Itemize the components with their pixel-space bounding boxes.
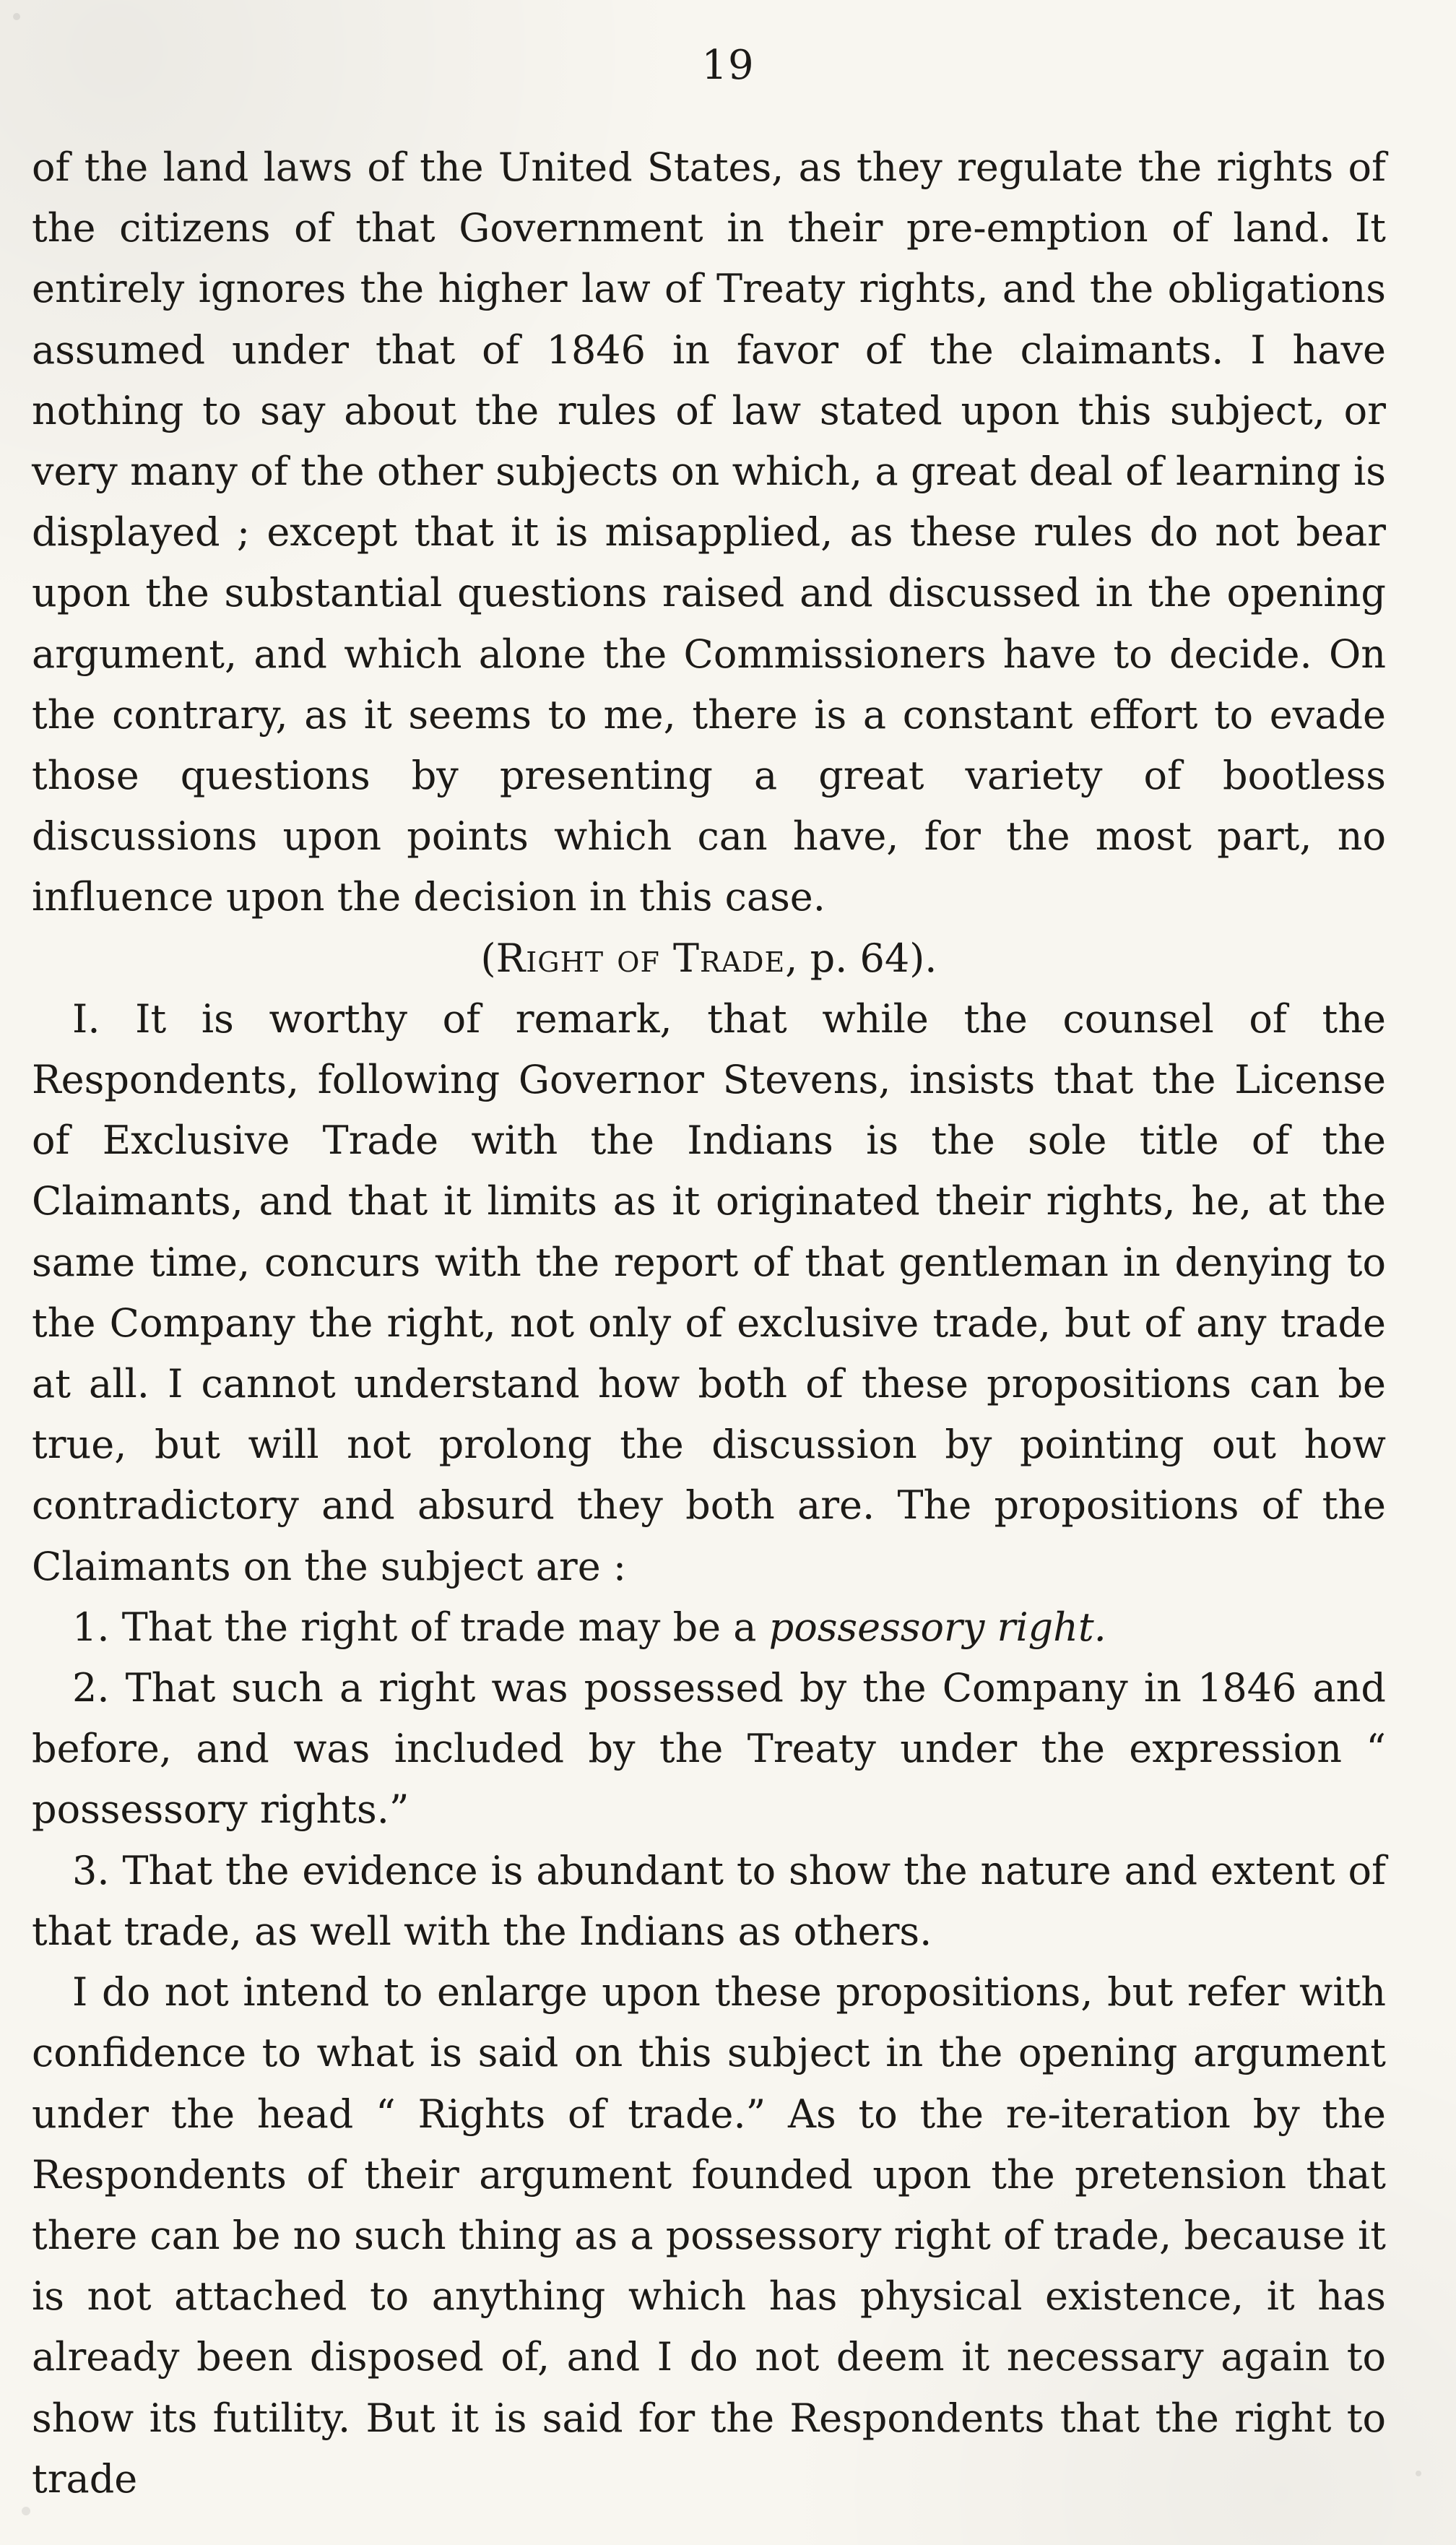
proposition-text: That the evidence is abundant to show the nature and extent of that trade, as well with the Indians as others. bbox=[32, 1847, 1386, 1954]
paper-speck bbox=[1416, 2471, 1421, 2476]
closing-paragraph: I do not intend to enlarge upon these propositions, but refer with confidence to what is said on this subject in the opening argument under the head “ Rights of trade.” As to the re-iteration by the Respondents of their argument founded upon the pretension that there can be no such thing as a possessory right of trade, because it is not attached to anything which has physical existence, it has already been disposed of, and I do not deem it necessary again to show its futility. But it is said for the Respondents that the right to trade bbox=[32, 1969, 1386, 2502]
proposition-1 bbox=[32, 1597, 1386, 1658]
section-heading-close: , p. 64). bbox=[785, 935, 937, 981]
page-text bbox=[32, 137, 1386, 2510]
proposition-italic-text: possessory right. bbox=[768, 1604, 1106, 1650]
proposition-number: 3. bbox=[72, 1847, 110, 1893]
proposition-text: That such a right was possessed by the Company in 1846 and before, and was included by the Treaty under the expression “ possessory rights.” bbox=[32, 1665, 1387, 1833]
opening-paragraph: of the land laws of the United States, as they regulate the rights of the citizens of that Government in their pre-emption of land. It entirely ignores the higher law of Treaty rights, and the obligations assumed under that of 1846 in favor of the claimants. I have nothing to say about the rules of law stated upon this subject, or very many of the other subjects on which, a great deal of learning is displayed ; except that it is misapplied, as these rules do not bear upon the substantial questions raised and discussed in the opening argument, and which alone the Commissioners have to decide. On the contrary, as it seems to me, there is a constant effort to evade those questions by presenting a great variety of bootless discussions upon points which can have, for the most part, no influence upon the decision in this case. bbox=[32, 144, 1386, 920]
proposition-2 bbox=[32, 1658, 1386, 1841]
section-heading-title: Right of Trade bbox=[495, 935, 786, 981]
proposition-text: That the right of trade may be a bbox=[121, 1604, 757, 1650]
proposition-number: 1. bbox=[72, 1604, 110, 1650]
page-number: 19 bbox=[701, 42, 755, 89]
proposition-number: 2. bbox=[72, 1665, 110, 1711]
proposition-3 bbox=[32, 1841, 1386, 1962]
section-heading bbox=[32, 928, 1386, 989]
paper-speck bbox=[22, 2507, 30, 2515]
paper-speck bbox=[13, 13, 20, 20]
section-heading-open: ( bbox=[480, 935, 496, 981]
paragraph-i: I. It is worthy of remark, that while the counsel of the Respondents, following Governor Stevens, insists that the License of Exclusive Trade with the Indians is the sole title of the Claimants, and that it limits as it originated their rights, he, at the same time, concurs with the report of that gentleman in denying to the Company the right, not only of exclusive trade, but of any trade at all. I cannot understand how both of these propositions can be true, but will not prolong the discussion by pointing out how contradictory and absurd they both are. The propositions of the Claimants on the subject are : bbox=[32, 995, 1386, 1589]
